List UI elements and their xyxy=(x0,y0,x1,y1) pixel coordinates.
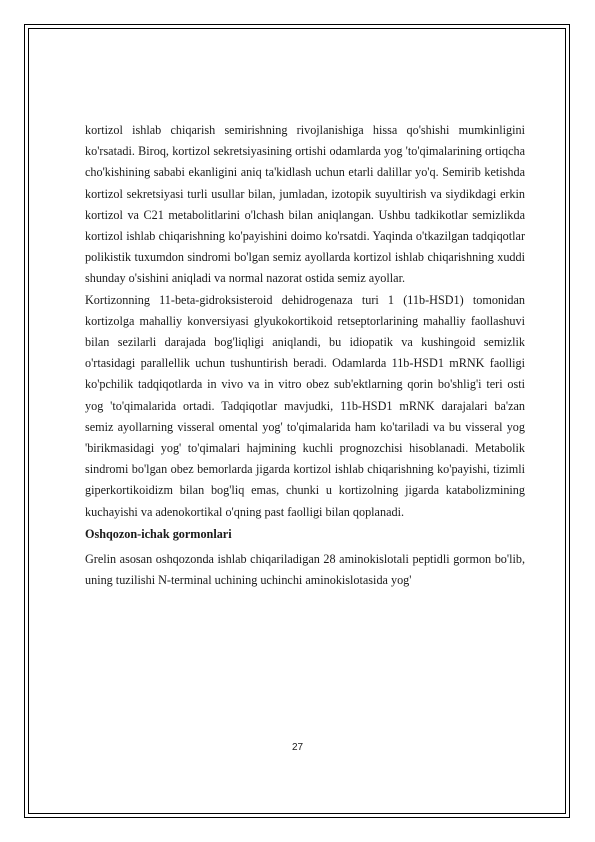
page-number: 27 xyxy=(291,742,304,753)
paragraph-ghrelin: Grelin asosan oshqozonda ishlab chiqariladigan 28 aminokislotali peptidli gormon bo'lib, uning tuzilishi N-terminal uchining uchinchi aminokislotasida yog' xyxy=(85,552,525,588)
section-heading: Oshqozon-ichak gormonlari xyxy=(85,526,232,541)
document-body xyxy=(85,120,525,591)
paragraph-11b-hsd1: Kortizonning 11-beta-gidroksisteroid dehidrogenaza turi 1 (11b-HSD1) tomonidan kortizolga mahalliy konversiyasi glyukokortikoid retseptorlarining mahalliy faollashuvi bilan sezilarli darajada bog'liqligi aniqlandi, bu idiopatik va kushingoid semizlik o'rtasidagi parallellik uchun tushuntirish beradi. Odamlarda 11b-HSD1 mRNK faolligi ko'pchilik tadqiqotlarda in vivo va in vitro obez sub'ektlarning qorin bo'shlig'i teri osti yog 'to'qimalarida ortadi. Tadqiqotlar mavjudki, 11b-HSD1 mRNK darajalari ba'zan semiz ayollarning visseral omental yog' to'qimalarida ham ko'tariladi va bu visseral yog 'birikmasidagi yog' to'qimalari hajmining kuchli prognozchisi hisoblanadi. Metabolik sindromi bo'lgan obez bemorlarda jigarda kortizol ishlab chiqarishning ko'payishi, tizimli giperkortikoidizm bilan bog'liq emas, chunki u kortizolning jigarda katabolizmining kuchayishi va adenokortikal o'qning past faolligi bilan qoplanadi. xyxy=(85,292,525,519)
paragraph-cortisol-obesity: kortizol ishlab chiqarish semirishning rivojlanishiga hissa qo'shishi mumkinligini ko'rsatadi. Biroq, kortizol sekretsiyasining ortishi odamlarda yog 'to'qimalarining ortiqcha cho'kishining sababi ekanligini aniq ta'kidlash uchun etarli dalillar yo'q. Semirib ketishda kortizol sekretsiyasi turli usullar bilan, jumladan, izotopik suyultirish va siydikdagi erkin kortizol va C21 metabolitlarini o'lchash bilan aniqlangan. Ushbu tadkikotlar semizlikda kortizol ishlab chiqarishning ko'payishini doimo ko'rsatdi. Yaqinda o'tkazilgan tadqiqotlar polikistik tuxumdon sindromi bo'lgan semiz ayollarda kortizol ishlab chiqarishning xuddi shunday o'sishini aniqladi va normal nazorat ostida semiz ayollar. xyxy=(85,123,525,286)
